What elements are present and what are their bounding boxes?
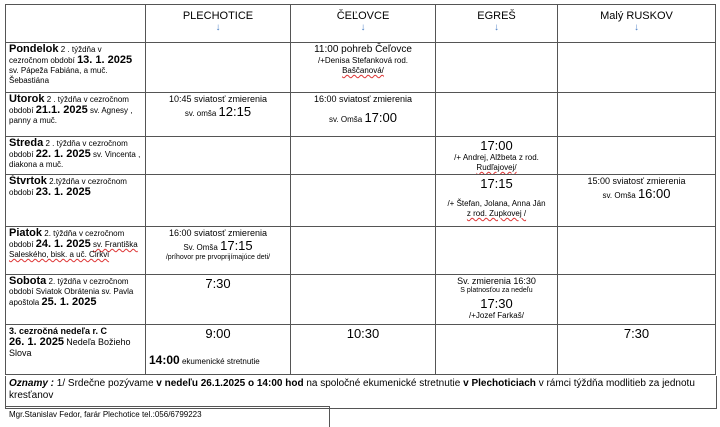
- header-row: [6, 5, 716, 43]
- day-cell: Piatok 2. týždňa v cezročnom období 24. 1. 2025 sv. Františka Saleského, bisk. a uč. Cirkvi: [6, 227, 146, 275]
- day-cell: 3. cezročná nedeľa r. C 26. 1. 2025 Nedeľa Božieho Slova: [6, 325, 146, 375]
- cell-egres: Sv. zmierenia 16:30 S platnosťou za nedeľu 17:30 /+Jozef Farkaš/: [436, 275, 558, 325]
- cell-egres: [436, 227, 558, 275]
- cell-ruskov: [558, 43, 716, 93]
- cell-ruskov: [558, 137, 716, 175]
- cell-celovce: [291, 175, 436, 227]
- cell-ruskov: [558, 227, 716, 275]
- cell-celovce: [291, 227, 436, 275]
- day-cell: Streda 2 . týždňa v cezročnom období 22. 1. 2025 sv. Vincenta , diakona a muč.: [6, 137, 146, 175]
- cell-egres: [436, 325, 558, 375]
- cell-plechotice: [146, 43, 291, 93]
- row-streda: [6, 137, 716, 175]
- cell-celovce: [291, 275, 436, 325]
- row-sobota: [6, 275, 716, 325]
- day-cell: Sobota 2. týždňa v cezročnom období Sviatok Obrátenia sv. Pavla apoštola 25. 1. 2025: [6, 275, 146, 325]
- cell-ruskov: [558, 275, 716, 325]
- day-cell: Utorok 2 . týždňa v cezročnom období 21.1. 2025 sv. Agnesy , panny a muč.: [6, 93, 146, 137]
- row-pondelok: [6, 43, 716, 93]
- cell-plechotice: 10:45 sviatosť zmierenia sv. omša 12:15: [146, 93, 291, 137]
- day-cell: Pondelok 2 . týždňa v cezročnom období 13. 1. 2025 sv. Pápeža Fabiána, a muč. Šebastiána: [6, 43, 146, 93]
- row-nedela: [6, 325, 716, 375]
- row-utorok: [6, 93, 716, 137]
- header-plechotice: PLECHOTICE ↓: [146, 5, 291, 43]
- header-ruskov: Malý RUSKOV ↓: [558, 5, 716, 43]
- cell-celovce: [291, 137, 436, 175]
- cell-plechotice: [146, 137, 291, 175]
- arrow-down-icon: ↓: [494, 22, 499, 33]
- header-empty: [6, 5, 146, 43]
- signature: Mgr.Stanislav Fedor, farár Plechotice tel.:056/6799223: [5, 406, 330, 427]
- arrow-down-icon: ↓: [215, 22, 221, 33]
- cell-egres: 17:00 /+ Andrej, Alžbeta z rod. Rudľajovej/: [436, 137, 558, 175]
- arrow-down-icon: ↓: [360, 22, 366, 33]
- cell-egres: [436, 93, 558, 137]
- cell-egres: 17:15 /+ Štefan, Jolana, Anna Ján z rod. Zupkovej /: [436, 175, 558, 227]
- cell-plechotice: 9:00 14:00 ekumenické stretnutie: [146, 325, 291, 375]
- cell-ruskov: 7:30: [558, 325, 716, 375]
- cell-plechotice: [146, 175, 291, 227]
- row-stvrtok: [6, 175, 716, 227]
- cell-egres: [436, 43, 558, 93]
- cell-celovce: 11:00 pohreb Čeľovce /+Denisa Stefanková rod. Baščanová/: [291, 43, 436, 93]
- cell-celovce: 16:00 sviatosť zmierenia sv. Omša 17:00: [291, 93, 436, 137]
- schedule-table: [5, 4, 716, 375]
- header-celovce: ČEĽOVCE ↓: [291, 5, 436, 43]
- cell-ruskov: [558, 93, 716, 137]
- day-cell: Štvrtok 2.týždňa v cezročnom období 23. 1. 2025: [6, 175, 146, 227]
- header-egres: EGREŠ ↓: [436, 5, 558, 43]
- cell-plechotice: 7:30: [146, 275, 291, 325]
- row-piatok: [6, 227, 716, 275]
- cell-ruskov: 15:00 sviatosť zmierenia sv. Omša 16:00: [558, 175, 716, 227]
- cell-celovce: 10:30: [291, 325, 436, 375]
- cell-plechotice: 16:00 sviatosť zmierenia Sv. Omša 17:15 /príhovor pre prvoprijímajúce deti/: [146, 227, 291, 275]
- arrow-down-icon: ↓: [634, 22, 639, 33]
- announcements: Oznamy : 1/ Srdečne pozývame v nedeľu 26.1.2025 o 14:00 hod na spoločné ekumenické stretnutie v Plechoticiach v rámci týždňa modlitieb za jednotu kresťanov: [5, 376, 717, 409]
